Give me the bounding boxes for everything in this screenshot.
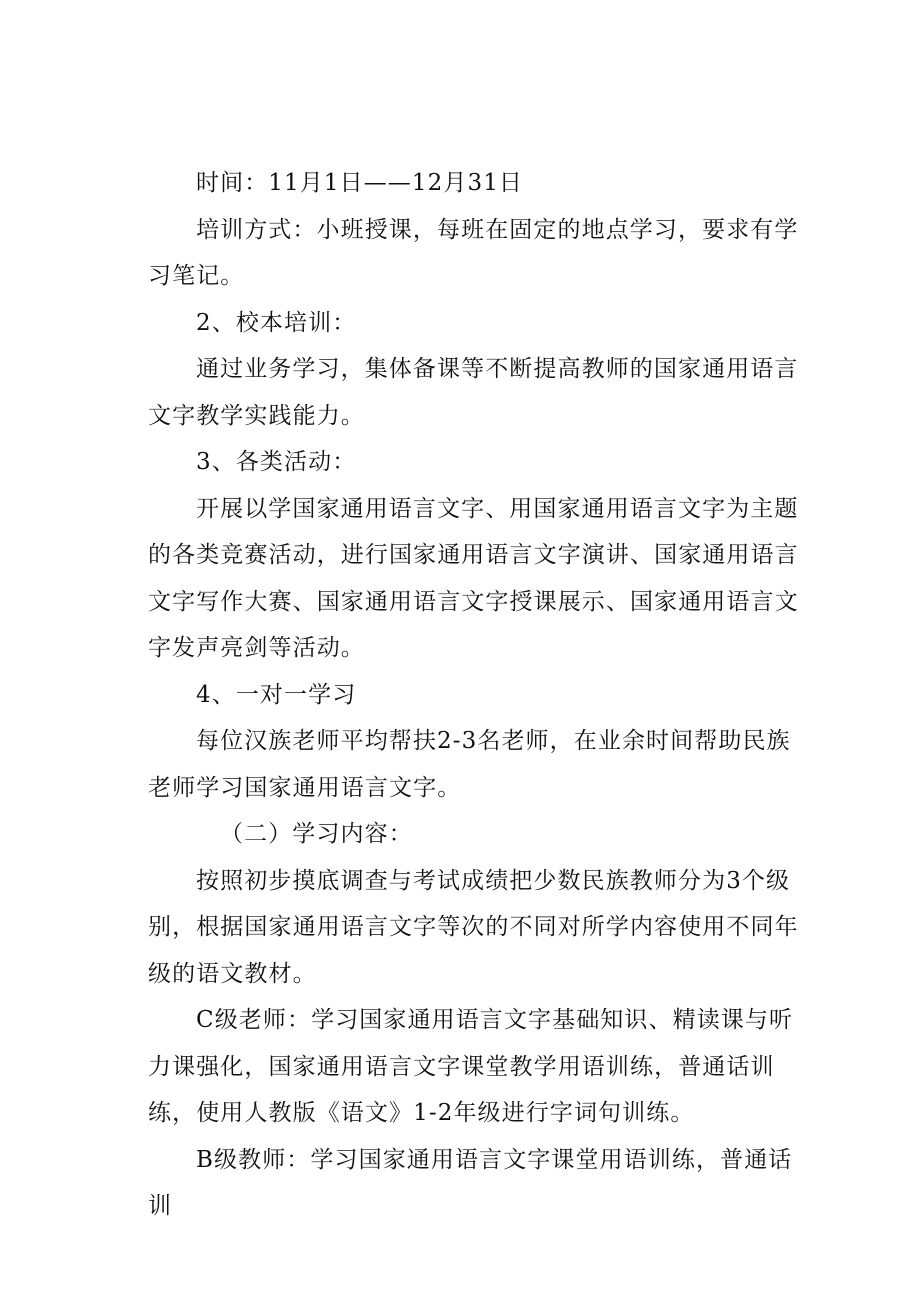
paragraph-time: 时间：11月1日——12月31日 [196,170,524,196]
paragraph-level-c: C级老师：学习国家通用语言文字基础知识、精读课与听力课强化，国家通用语言文字课堂教学用语训练，普通话训练，使用人教版《语文》1-2年级进行字词句训练。 [148,1007,794,1126]
paragraph-one-on-one: 每位汉族老师平均帮扶2-3名老师，在业余时间帮助民族老师学习国家通用语言文字。 [148,728,791,801]
paragraph-activities: 开展以学国家通用语言文字、用国家通用语言文字为主题的各类竞赛活动，进行国家通用语言文字演讲、国家通用语言文字写作大赛、国家通用语言文字授课展示、国家通用语言文字发声亮剑等活动。 [148,495,799,661]
paragraph-school-training: 通过业务学习，集体备课等不断提高教师的国家通用语言文字教学实践能力。 [148,356,799,429]
paragraph-levels: 按照初步摸底调查与考试成绩把少数民族教师分为3个级别，根据国家通用语言文字等次的不同对所学内容使用不同年级的语文教材。 [148,867,799,987]
paragraph-training-method: 培训方式：小班授课，每班在固定的地点学习，要求有学习笔记。 [148,216,799,289]
document-body [148,160,804,1230]
paragraph-level-b: B级教师：学习国家通用语言文字课堂用语训练，普通话训 [148,1146,793,1219]
paragraph-learning-content-heading: （二）学习内容： [220,821,413,847]
paragraph-school-training-heading: 2、校本培训： [196,309,357,336]
paragraph-one-on-one-heading: 4、一对一学习 [196,681,357,708]
paragraph-activities-heading: 3、各类活动： [196,449,357,475]
